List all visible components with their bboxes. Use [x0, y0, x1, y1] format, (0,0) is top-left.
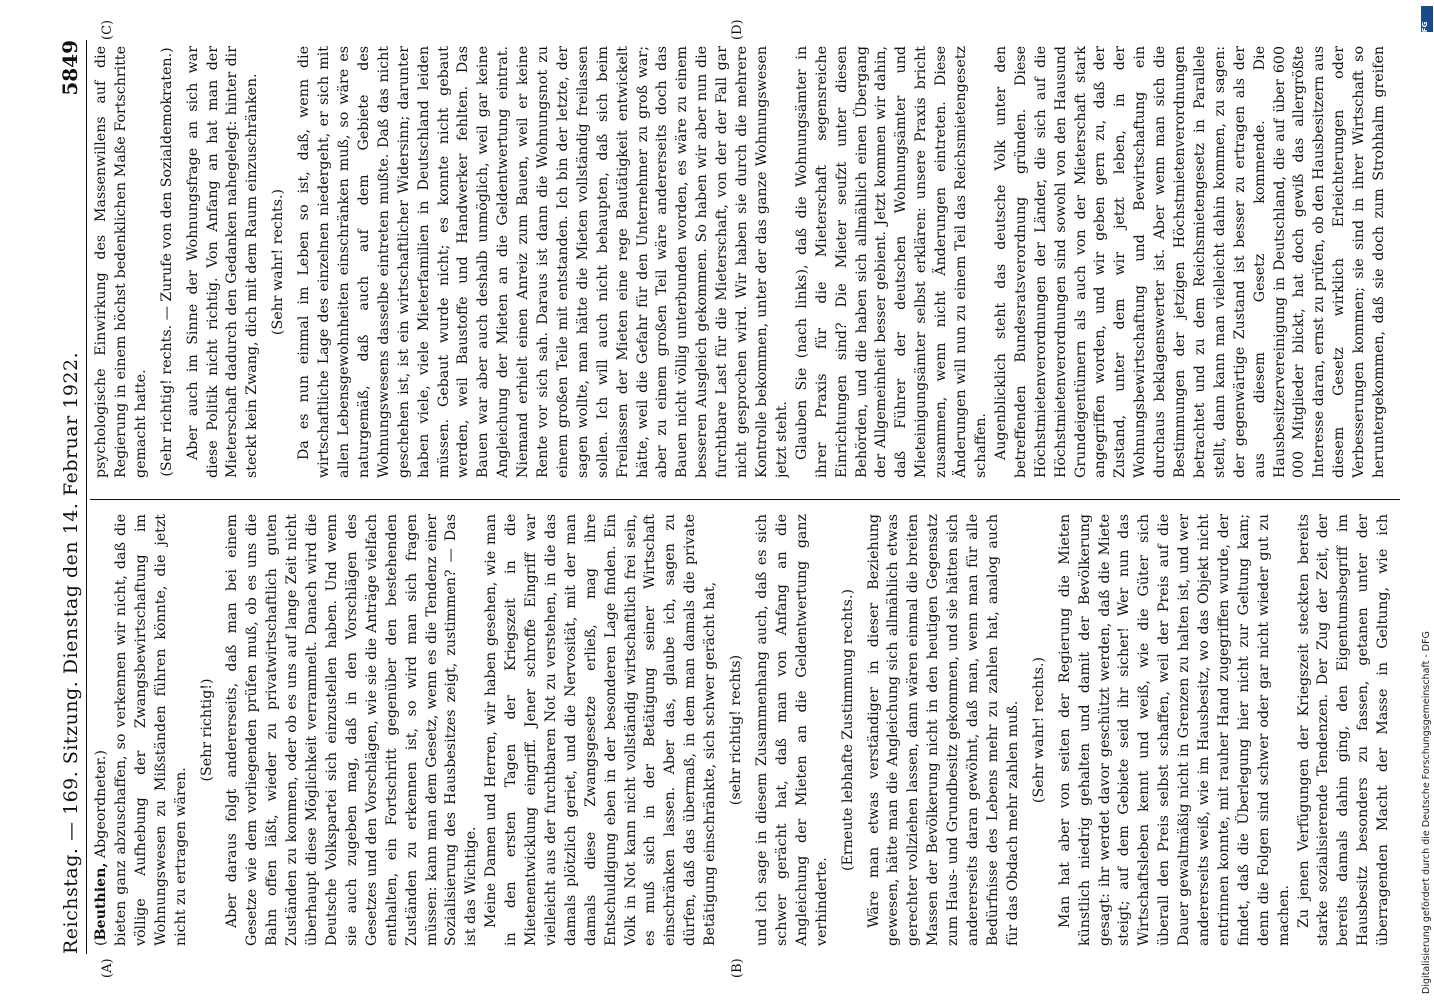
interjection: (Sehr wahr! rechts.) — [1030, 656, 1047, 804]
paragraph: und ich sage in diesem Zusammenhang auch, daß es sich schwer gerächt hat, daß man von Anfang an die Angleichung der Mieten an die Geldentwertung ganz verhinderte. — [754, 514, 830, 946]
header-title: Reichstag. — 169. Sitzung. Dienstag den 14. Februar 1922. — [60, 351, 82, 954]
speaker-role: Abgeordneter.) — [93, 749, 109, 859]
interjection: (Sehr richtig! rechts. — Zurufe von den Sozialdemokraten.) — [158, 47, 175, 477]
interjection: (Sehr richtig!) — [198, 678, 215, 782]
paragraph: bieten ganz abzuschaffen, so verkennen wir nicht, daß die völlige Aufhebung der Zwangsbewirtschaftung im Wohnungswesen zu Mißständen führen könnte, die jetzt nicht zu ertragen wären. — [112, 514, 189, 946]
margin-marker-d: (D) — [730, 19, 745, 40]
header-rule — [86, 40, 87, 954]
margin-marker-a: (A) — [100, 958, 115, 978]
dfg-logo-text: DFG — [1421, 21, 1429, 38]
paragraph: Wäre man etwas verständiger in dieser Beziehung gewesen, hätte man die Angleichung sich allmählich etwas gerechter vollziehen lassen, dann wären einmal die breiten Massen der Bevölkerung nicht in den heutigen Gegensatz zum Haus- und Grundbesitz gekommen, und sie hätten sich andererseits daran gewöhnt, daß man, wenn man für alle Bedürfnisse des Lebens mehr zu zahlen hat, analog auch für das Obdach mehr zahlen muß. — [865, 514, 1021, 946]
credit-text: Digitalisierung gefördert durch die Deutsche Forschungsgemeinschaft - DFG — [1421, 631, 1432, 994]
left-column — [92, 514, 1392, 946]
page-header — [52, 40, 82, 954]
paragraph: psychologische Einwirkung des Massenwillens auf die Regierung in einem höchst bedenklichen Maße Fortschritte gemacht hatte. — [93, 46, 149, 478]
paragraph: (Beuthien, Abgeordneter.) — [93, 749, 109, 946]
column-divider — [90, 499, 1400, 500]
paragraph: Zu jenen Verfügungen der Kriegszeit steckten bereits starke sozialisierende Tendenzen. Der Zug der Zeit, der bereits damals dahin ging, den Eigentumsbegriff im Hausbesitz besonders zu fassen, getanen unter der überragenden Macht der Masse in Geltung, wie ich — [1295, 514, 1392, 946]
right-column — [92, 46, 1392, 478]
paragraph: Meine Damen und Herren, wir haben gesehen, wie man in den ersten Tagen der Kriegszeit in die Mietenentwicklung eingriff. Jener schroffe Eingriff war vielleicht aus der furchtbaren Not zu verstehen, in die das damals plötzlich geriet, und die Nervosität, mit der man damals diese Zwangsgesetze erließ, mag ihre Entschuldigung eben in der besonderen Lage finden. Ein Volk in Not kann nicht vollständig wirtschaftlich frei sein, es muß sich in der Betätigung seiner Wirtschaft einschränken lassen. Aber das, glaube ich, sagen zu dürfen, daß das übermaß, in dem man damals die private Betätigung einschränkte, sich schwer gerächt hat, — [483, 514, 719, 946]
paragraph: Glauben Sie (nach links), daß die Wohnungsämter in ihrer Praxis für die Mieterschaft segensreiche Einrichtungen sind? Die Mieter seufzt unter diesen Behörden, und die haben sich allmählich einen Übergang der Allgemeinheit besser gebient. Jetzt kommen wir dahin, daß Führer der deutschen Wohnungsämter und Mieteinigungsämter selbst erklären: unsere Praxis bricht zusammen, wenn nicht Änderungen eintreten. Diese Änderungen will nun zu einem Teil das Reichsmietengesetz schaffen. — [793, 46, 989, 478]
paragraph: Da es nun einmal im Leben so ist, daß, wenn die wirtschaftliche Lage des einzelnen niedergeht, er sich mit allen Lebensgewohnheiten einschränken muß, so wäre es naturgemäß, daß auch auf dem Gebiete des Wohnungswesens dasselbe eintreten mußte. Daß das nicht geschehen ist, ist ein wirtschaftlicher Widersinn; darunter haben viele, viele Mieterfamilien in Deutschland leiden müssen. Gebaut wurde nicht; es konnte nicht gebaut werden, weil Baustoffe und Handwerker fehlten. Das Bauen war aber auch deshalb unmöglich, weil gar keine Angleichung der Mieten an die Geldentwertung eintrat. Niemand erhielt einen Anreiz zum Bauen, weil er keine Rente vor sich sah. Daraus ist dann die Wohnungsnot zu einem großen Teile mit entstanden. Ich bin der letzte, der sagen wollte, man hätte die Mieten vollständig freilassen sollen. Ich will auch nicht behaupten, daß sich beim Freilassen der Mieten eine rege Bautätigkeit entwickelt hätte, weil die Gefahr für den Unternehmer zu groß war; aber zu einem großen Teil wäre andererseits doch das Bauen nicht völlig unterbunden worden, es wäre zu einem besseren Ausgleich gekommen. So haben wir aber nun die furchtbare Last für die Mieterschaft, von der der Fall gar nicht gesprochen wird. Wir haben sie durch die mehrere Kontrolle bekommen, unter der das ganze Wohnungswesen jetzt steht. — [296, 46, 790, 478]
page-number: 5849 — [58, 40, 82, 96]
digitization-credit — [1420, 0, 1434, 1000]
paragraph: Augenblicklich steht das deutsche Volk unter den betreffenden Bundesratsverordnung gründen. Diese Höchstmietenverordnungen der Länder, die sich auf die Höchstmietenverordnungen sind sowohl von den Hausund Grundeigentümern als auch von der Mieterschaft stark angegriffen worden, und wir geben gern zu, daß der Zustand, unter dem wir jetzt leben, in der Wohnungsbewirtschaftung und Bewirtschaftung ein durchaus beklagenswerter ist. Aber wenn man sich die Bestimmungen der jetzigen Höchstmietenverordnungen betrachtet und zu dem Reichsmietengesetz in Parallele stellt, dann kann man vielleicht dahin kommen, zu sagen: der gegenwärtige Zustand ist besser zu ertragen als der aus diesem Gesetz kommende. Die Hausbesitzervereinigung in Deutschland, die auf über 600 000 Mitglieder blickt, hat doch gewiß das allergrößte Interesse daran, ernst zu prüfen, ob den Hausbesitzern aus diesem Gesetz wirklich Erleichterungen oder Verbesserungen kommen; sie sind in ihrer Wirtschaft so heruntergekommen, daß sie doch zum Strohhalm greifen — [992, 46, 1388, 478]
dfg-logo — [1421, 6, 1433, 38]
paragraph: Man hat aber von seiten der Regierung die Mieten künstlich niedrig gehalten und damit der Bevölkerung gesagt: ihr werdet davor geschützt werden, daß die Miete steigt; auf dem Gebiete seid ihr sicher! Wer nun das Wirtschaftsleben kennt und weiß, wie die Güter sich überall den Preis selbst schaffen, weil der Preis auf die Dauer gewaltmäßig nicht in Grenzen zu halten ist, und wer andererseits weiß, wie im Hausbesitz, wo das Objekt nicht entrinnen konnte, mit rauher Hand zugegriffen wurde, der findet, daß die Überlegung hier nicht zur Geltung kam; denn die Folgen sind schwer oder gar nicht wieder gut zu machen. — [1056, 514, 1292, 946]
margin-marker-b: (B) — [730, 958, 745, 978]
speaker-name: Beuthien, — [93, 862, 109, 941]
interjection: (Sehr wahr! rechts.) — [270, 188, 287, 336]
interjection: (sehr richtig! rechts) — [728, 654, 745, 806]
margin-marker-c: (C) — [100, 19, 115, 40]
interjection: (Erneute lebhafte Zustimmung rechts.) — [839, 589, 856, 871]
paragraph: Aber daraus folgt andererseits, daß man bei einem Gesetze wie dem vorliegenden prüfen muß, ob es uns die Bahn offen läßt, wieder zu privatwirtschaftlich guten Zuständen zu kommen, oder ob es uns auf lange Zeit nicht überhaupt diese Möglichkeit verrammelt. Danach wird die Deutsche Volkspartei sich einzustellen haben. Und wenn sie auch zugeben mag, daß in den Vorschlägen des Gesetzes und den Vorschlägen, wie sie die Anträge vielfach enthalten, ein Fortschritt gegenüber den bestehenden Zuständen zu erkennen ist, so wird man sich fragen müssen: kann man dem Gesetz, wenn es die Tendenz einer Sozialisierung des Hausbesitzes zeigt, zustimmen? — Das ist das Wichtige. — [224, 514, 480, 946]
paragraph: Aber auch im Sinne der Wohnungsfrage an sich war diese Politik nicht richtig. Von Anfang an hat man der Mieterschaft dadurch den Gedanken nahegelegt: hinter dir steckt kein Zwang, dich mit dem Raum einzuschränken. — [184, 46, 261, 478]
